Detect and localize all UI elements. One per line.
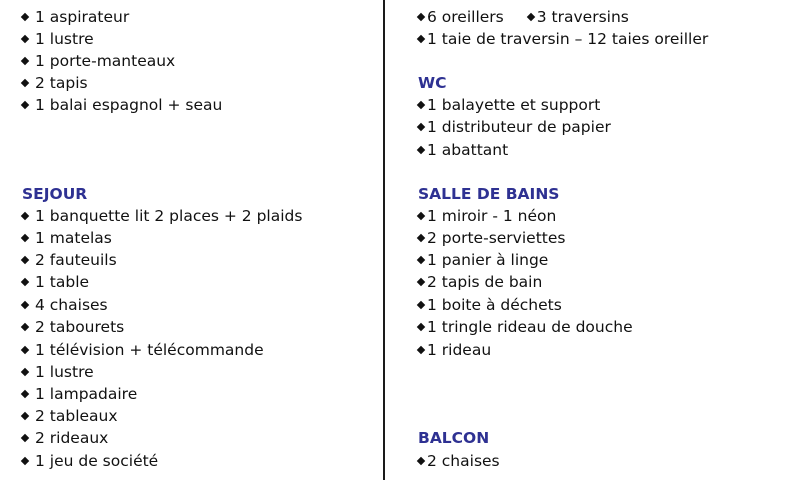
diamond-bullet-icon	[417, 346, 425, 354]
diamond-bullet-icon	[417, 457, 425, 465]
list-item: 1 abattant	[418, 139, 508, 161]
diamond-bullet-icon	[21, 101, 29, 109]
diamond-bullet-icon	[527, 13, 535, 21]
diamond-bullet-icon	[21, 346, 29, 354]
diamond-bullet-icon	[417, 146, 425, 154]
diamond-bullet-icon	[417, 13, 425, 21]
list-item: 1 table	[22, 271, 89, 293]
diamond-bullet-icon	[417, 323, 425, 331]
list-item: 1 banquette lit 2 places + 2 plaids	[22, 205, 302, 227]
list-item: 2 chaises	[418, 450, 500, 472]
diamond-bullet-icon	[21, 412, 29, 420]
list-item: 2 tapis	[22, 72, 88, 94]
diamond-bullet-icon	[417, 123, 425, 131]
left-column	[22, 0, 382, 480]
list-item: 1 taie de traversin – 12 taies oreiller	[418, 28, 708, 50]
diamond-bullet-icon	[21, 323, 29, 331]
list-item: 1 matelas	[22, 227, 112, 249]
list-item: 1 miroir - 1 néon	[418, 205, 556, 227]
list-item: 1 boite à déchets	[418, 294, 562, 316]
list-item: 2 fauteuils	[22, 249, 117, 271]
diamond-bullet-icon	[21, 457, 29, 465]
list-item: 1 tringle rideau de douche	[418, 316, 633, 338]
list-item: 1 panier à linge	[418, 249, 548, 271]
diamond-bullet-icon	[417, 101, 425, 109]
diamond-bullet-icon	[21, 301, 29, 309]
diamond-bullet-icon	[417, 234, 425, 242]
list-item: 1 balai espagnol + seau	[22, 94, 222, 116]
diamond-bullet-icon	[417, 212, 425, 220]
list-item: 2 tapis de bain	[418, 271, 542, 293]
list-item: 1 rideau	[418, 339, 491, 361]
column-divider	[383, 0, 385, 480]
diamond-bullet-icon	[21, 234, 29, 242]
list-item: 2 rideaux	[22, 427, 108, 449]
list-item: 1 lustre	[22, 28, 94, 50]
diamond-bullet-icon	[21, 434, 29, 442]
list-item: 4 chaises	[22, 294, 108, 316]
diamond-bullet-icon	[21, 278, 29, 286]
diamond-bullet-icon	[21, 79, 29, 87]
list-item: 2 porte-serviettes	[418, 227, 565, 249]
right-column	[418, 0, 778, 480]
diamond-bullet-icon	[417, 35, 425, 43]
list-item: 1 porte-manteaux	[22, 50, 175, 72]
diamond-bullet-icon	[21, 212, 29, 220]
diamond-bullet-icon	[21, 35, 29, 43]
list-item: 1 télévision + télécommande	[22, 339, 264, 361]
list-item: 2 tableaux	[22, 405, 118, 427]
list-item: 1 distributeur de papier	[418, 116, 611, 138]
diamond-bullet-icon	[417, 301, 425, 309]
section-heading-sejour: SEJOUR	[22, 185, 88, 203]
list-item: 1 lustre	[22, 361, 94, 383]
diamond-bullet-icon	[21, 368, 29, 376]
diamond-bullet-icon	[21, 256, 29, 264]
section-heading-balcon: BALCON	[418, 429, 490, 447]
list-item: 6 oreillers 3 traversins	[418, 6, 629, 28]
section-heading-salle-de-bains: SALLE DE BAINS	[418, 185, 560, 203]
list-item: 1 lampadaire	[22, 383, 137, 405]
diamond-bullet-icon	[21, 390, 29, 398]
list-item: 1 balayette et support	[418, 94, 600, 116]
list-item: 1 jeu de société	[22, 450, 158, 472]
diamond-bullet-icon	[21, 13, 29, 21]
section-heading-wc: WC	[418, 74, 447, 92]
diamond-bullet-icon	[417, 256, 425, 264]
diamond-bullet-icon	[417, 278, 425, 286]
diamond-bullet-icon	[21, 57, 29, 65]
list-item: 2 tabourets	[22, 316, 124, 338]
list-item: 1 aspirateur	[22, 6, 129, 28]
